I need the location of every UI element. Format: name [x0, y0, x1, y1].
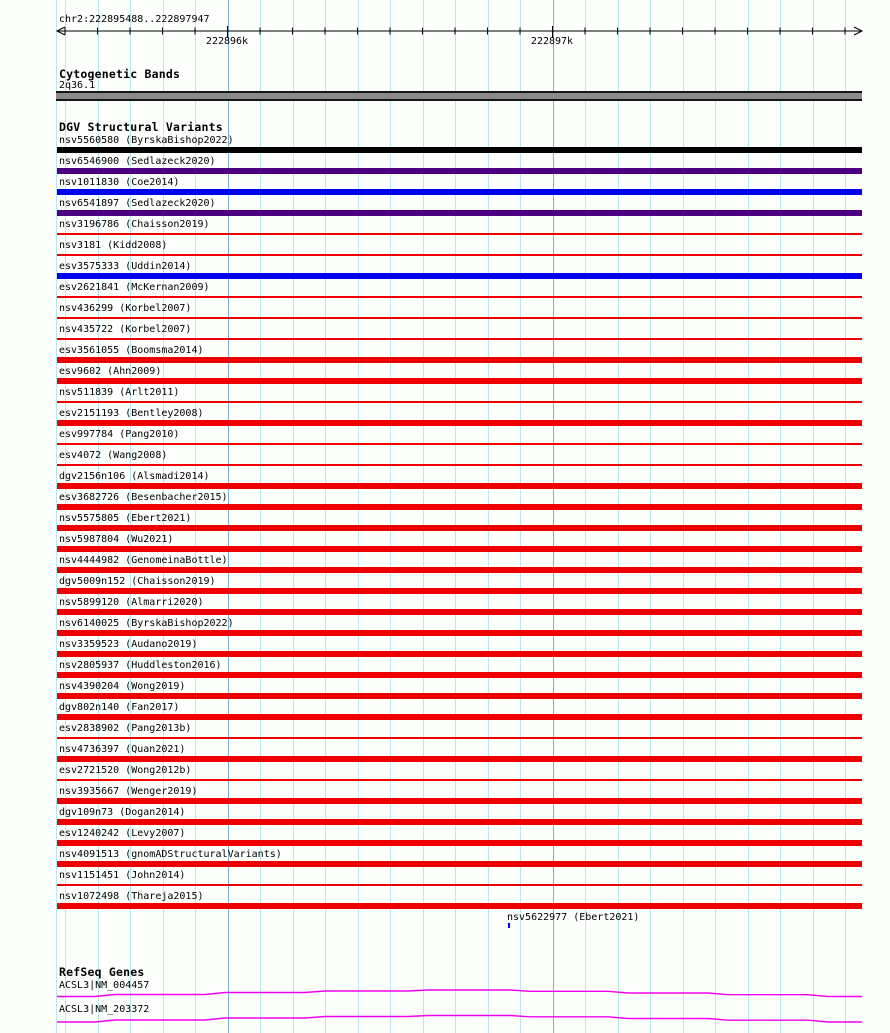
variant-label: esv4072 (Wang2008) [59, 450, 168, 461]
variant-label: nsv1072498 (Thareja2015) [59, 891, 204, 902]
variant-label: esv2621841 (McKernan2009) [59, 282, 210, 293]
variant-label: nsv435722 (Korbel2007) [59, 324, 192, 335]
region-title: chr2:222895488..222897947 [59, 14, 210, 25]
variant-label: esv2721520 (Wong2012b) [59, 765, 192, 776]
variant-label: nsv3181 (Kidd2008) [59, 240, 168, 251]
variant-bar[interactable] [57, 357, 862, 363]
gene-transcript-label: ACSL3|NM_203372 [59, 1004, 150, 1015]
ruler-tick-label: 222897k [530, 36, 574, 47]
variant-label: esv3682726 (Besenbacher2015) [59, 492, 228, 503]
variant-bar[interactable] [57, 546, 862, 552]
variant-bar[interactable] [57, 189, 862, 195]
variant-label: nsv5575805 (Ebert2021) [59, 513, 192, 524]
variant-label: nsv6140025 (ByrskaBishop2022) [59, 618, 234, 629]
variant-label: nsv5622977 (Ebert2021) [507, 912, 640, 923]
variant-label: dgv5009n152 (Chaisson2019) [59, 576, 216, 587]
cytogenetic-bands-header: Cytogenetic Bands [59, 67, 181, 81]
variant-label: esv2151193 (Bentley2008) [59, 408, 204, 419]
variant-label: nsv4390204 (Wong2019) [59, 681, 186, 692]
variant-bar[interactable] [57, 443, 862, 445]
variant-label: dgv109n73 (Dogan2014) [59, 807, 186, 818]
variant-bar[interactable] [57, 233, 862, 235]
variant-label: nsv3196786 (Chaisson2019) [59, 219, 210, 230]
variant-label: nsv1011830 (Coe2014) [59, 177, 180, 188]
variant-bar[interactable] [57, 861, 862, 867]
variant-label: esv3575333 (Uddin2014) [59, 261, 192, 272]
variant-bar[interactable] [57, 779, 862, 781]
variant-bar[interactable] [57, 483, 862, 489]
variant-bar[interactable] [57, 714, 862, 720]
variant-bar[interactable] [57, 588, 862, 594]
variant-label: nsv5560580 (ByrskaBishop2022) [59, 135, 234, 146]
gene-transcript-label: ACSL3|NM_004457 [59, 980, 150, 991]
dgv-structural-variants-header: DGV Structural Variants [59, 120, 223, 134]
variant-bar[interactable] [57, 273, 862, 279]
variant-bar[interactable] [57, 693, 862, 699]
variant-label: nsv2805937 (Huddleston2016) [59, 660, 222, 671]
variant-bar[interactable] [57, 296, 862, 298]
variant-label: nsv5987804 (Wu2021) [59, 534, 174, 545]
variant-bar[interactable] [57, 819, 862, 825]
variant-label: nsv6541897 (Sedlazeck2020) [59, 198, 216, 209]
variant-bar[interactable] [57, 254, 862, 256]
variant-bar[interactable] [57, 338, 862, 340]
variant-bar[interactable] [57, 609, 862, 615]
variant-bar[interactable] [57, 317, 862, 319]
variant-bar[interactable] [57, 737, 862, 739]
variant-label: nsv4091513 (gnomADStructuralVariants) [59, 849, 282, 860]
variant-bar[interactable] [57, 210, 862, 216]
variant-label: nsv3935667 (Wenger2019) [59, 786, 198, 797]
cytogenetic-band-bar[interactable] [56, 91, 862, 101]
variant-bar[interactable] [508, 923, 510, 928]
variant-bar[interactable] [57, 756, 862, 762]
variant-bar[interactable] [57, 420, 862, 426]
cytoband-name-label: 2q36.1 [59, 80, 96, 91]
variant-label: nsv436299 (Korbel2007) [59, 303, 192, 314]
variant-label: nsv5899120 (Almarri2020) [59, 597, 204, 608]
variant-label: nsv4444982 (GenomeinaBottle) [59, 555, 228, 566]
variant-label: nsv1151451 (John2014) [59, 870, 186, 881]
variant-bar[interactable] [57, 798, 862, 804]
variant-label: nsv4736397 (Quan2021) [59, 744, 186, 755]
variant-label: dgv802n140 (Fan2017) [59, 702, 180, 713]
variant-bar[interactable] [57, 147, 862, 153]
refseq-genes-header: RefSeq Genes [59, 965, 145, 979]
variant-bar[interactable] [57, 401, 862, 403]
variant-bar[interactable] [57, 672, 862, 678]
variant-bar[interactable] [57, 630, 862, 636]
variant-label: esv1240242 (Levy2007) [59, 828, 186, 839]
variant-label: nsv511839 (Arlt2011) [59, 387, 180, 398]
variant-bar[interactable] [57, 884, 862, 886]
variant-bar[interactable] [57, 651, 862, 657]
variant-bar[interactable] [57, 378, 862, 384]
variant-bar[interactable] [57, 903, 862, 909]
variant-label: nsv3359523 (Audano2019) [59, 639, 198, 650]
variant-label: esv3561055 (Boomsma2014) [59, 345, 204, 356]
variant-bar[interactable] [57, 464, 862, 466]
variant-bar[interactable] [57, 504, 862, 510]
variant-bar[interactable] [57, 525, 862, 531]
variant-bar[interactable] [57, 168, 862, 174]
ruler-tick-label: 222896k [205, 36, 249, 47]
variant-bar[interactable] [57, 567, 862, 573]
variant-label: nsv6546900 (Sedlazeck2020) [59, 156, 216, 167]
variant-label: dgv2156n106 (Alsmadi2014) [59, 471, 210, 482]
variant-label: esv997784 (Pang2010) [59, 429, 180, 440]
variant-bar[interactable] [57, 840, 862, 846]
variant-label: esv2838902 (Pang2013b) [59, 723, 192, 734]
variant-label: esv9602 (Ahn2009) [59, 366, 162, 377]
